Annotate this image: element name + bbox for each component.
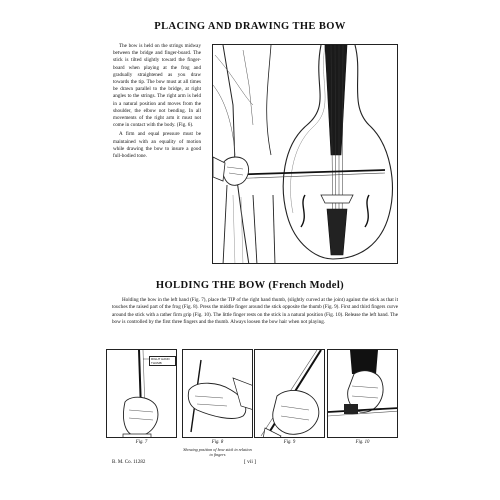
fig-7-label: Fig. 7 — [135, 440, 148, 445]
bass-player-drawing — [213, 45, 398, 264]
holding-bow-paragraph: Holding the bow in the left hand (Fig. 7), place the TIP of the right hand thumb, (slightly curved at the joint) against the stick as that it touches the raised part of the frog (Fig. 8). Press the middle finger around the stick opposite the thumb (Fig. 9). First and third fingers curve around the stick with a rather firm grip (Fig. 10). The little finger rests on the stick in a natural position (Fig. 10). Release the left hand. The bow is controlled by the first three fingers and the thumb. Always loosen the bow hair when not playing. — [112, 297, 398, 325]
placing-bow-paragraph-1: The bow is held on the strings midway between the bridge and finger-board. The stick is tilted slightly toward the finger-board when playing at the frog and gradually straightened as you draw towards the tip. The bow must at all times be drawn parallel to the bridge, at right angles to the strings. The right arm is held in a natural position and moves from the shoulder, the elbow not bending. In all movements of the right arm it must not come in contact with the body. (Fig. 6). — [113, 43, 201, 129]
section-title-placing-bow: PLACING AND DRAWING THE BOW — [154, 21, 346, 32]
fig-10-illustration — [327, 349, 398, 438]
fig-10-label: Fig. 10 — [355, 440, 370, 445]
fig-8-label: Fig. 8 — [211, 440, 224, 445]
page-number: [ vii ] — [243, 459, 257, 465]
fig-8-caption: Showing position of bow stick in relation to fingers — [183, 447, 252, 457]
publisher-code: B. M. Co. 11282 — [112, 460, 146, 465]
holding-bow-text — [112, 297, 398, 326]
bass-player-illustration — [212, 44, 398, 264]
fig-7-inset-label: RIGHT HAND THUMB — [149, 356, 176, 366]
placing-bow-text — [113, 43, 201, 162]
section-title-holding-bow: HOLDING THE BOW (French Model) — [155, 280, 345, 291]
fig-9-illustration — [254, 349, 325, 438]
fig-7-illustration — [106, 349, 177, 438]
placing-bow-paragraph-2: A firm and equal pressure must be maintained with an equality of motion while drawing the bow to insure a good full-bodied tone. — [113, 131, 201, 160]
fig-9-label: Fig. 9 — [283, 440, 296, 445]
fig-8-illustration — [182, 349, 253, 438]
